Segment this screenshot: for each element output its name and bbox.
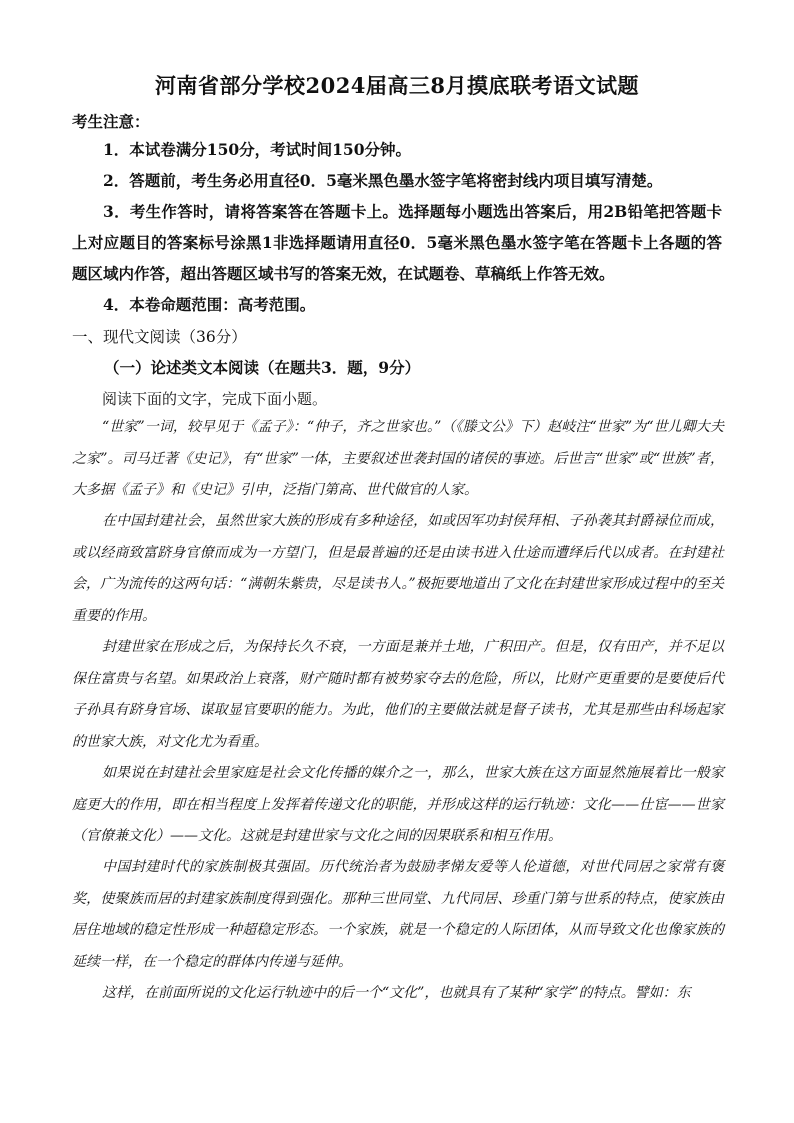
notice-item-4: 4．本卷命题范围：高考范围。 xyxy=(103,295,316,314)
reading-instruction: 阅读下面的文字，完成下面小题。 xyxy=(102,390,328,408)
notice-item-1: 1．本试卷满分150分，考试时间150分钟。 xyxy=(103,140,411,159)
passage-paragraph-6: 这样，在前面所说的文化运行轨迹中的后一个“文化”，也就具有了某种“家学”的特点。譬如：东 xyxy=(102,985,691,1001)
notice-heading: 考生注意： xyxy=(72,112,150,131)
page-title: 河南省部分学校2024届高三8月摸底联考语文试题 xyxy=(154,73,640,98)
passage-paragraph-3: 封建世家在形成之后，为保持长久不衰，一方面是兼并土地，广积田产。但是，仅有田产，并不足以保住富贵与名望。如果政治上衰落，财产随时都有被势家夺去的危险，所以，比财产更重要的是要使后代子孙具有跻身官场、谋取显官要职的能力。为此，他们的主要做法就是督子读书，尤其是那些由科场起家的世家大族，对文化尤为看重。 xyxy=(72,639,724,750)
passage-paragraph-1: “世家”一词，较早见于《孟子》：“仲子，齐之世家也。”（《滕文公》下）赵岐注“世家”为“世儿卿大夫之家”。司马迁著《史记》，有“世家”一体，主要叙述世袭封国的诸侯的事迹。后世言“世家”或“世族”者，大多据《孟子》和《史记》引申，泛指门第高、世代做官的人家。 xyxy=(72,419,724,498)
subsection-heading: （一）论述类文本阅读（在题共3．题，9分） xyxy=(104,358,421,377)
notice-item-3: 3．考生作答时，请将答案答在答题卡上。选择题每小题选出答案后，用2B铅笔把答题卡上对应题目的答案标号涂黑1非选择题请用直径0．5毫米黑色墨水签字笔在答题卡上各题的答题区域内作答，超出答题区域书写的答案无效，在试题卷、草稿纸上作答无效。 xyxy=(72,202,722,283)
passage-paragraph-2: 在中国封建社会，虽然世家大族的形成有多种途径，如或因军功封侯拜相、子孙袭其封爵禄位而成，或以经商致富跻身官僚而成为一方望门，但是最普遍的还是由读书进入仕途而遭绎后代以成者。在封建社会，广为流传的这两句话：“满朝朱紫贵，尽是读书人。”极扼要地道出了文化在封建世家形成过程中的至关重要的作用。 xyxy=(72,513,724,624)
notice-item-2: 2．答题前，考生务必用直径0．5毫米黑色墨水签字笔将密封线内项目填写清楚。 xyxy=(103,171,663,190)
passage-paragraph-4: 如果说在封建社会里家庭是社会文化传播的媒介之一，那么，世家大族在这方面显然施展着比一般家庭更大的作用，即在相当程度上发挥着传递文化的职能，并形成这样的运行轨迹：文化——仕宦——世家（官僚兼文化）——文化。这就是封建世家与文化之间的因果联系和相互作用。 xyxy=(72,765,724,844)
passage-paragraph-5: 中国封建时代的家族制极其强固。历代统治者为鼓励孝悌友爱等人伦道德，对世代同居之家常有褒奖，使聚族而居的封建家族制度得到强化。那种三世同堂、九代同居、珍重门第与世系的特点，使家族由居住地域的稳定性形成一种超稳定形态。一个家族，就是一个稳定的人际团体，从而导致文化也像家族的延续一样，在一个稳定的群体内传递与延伸。 xyxy=(72,859,724,970)
section-heading: 一、现代文阅读（36分） xyxy=(72,328,247,346)
